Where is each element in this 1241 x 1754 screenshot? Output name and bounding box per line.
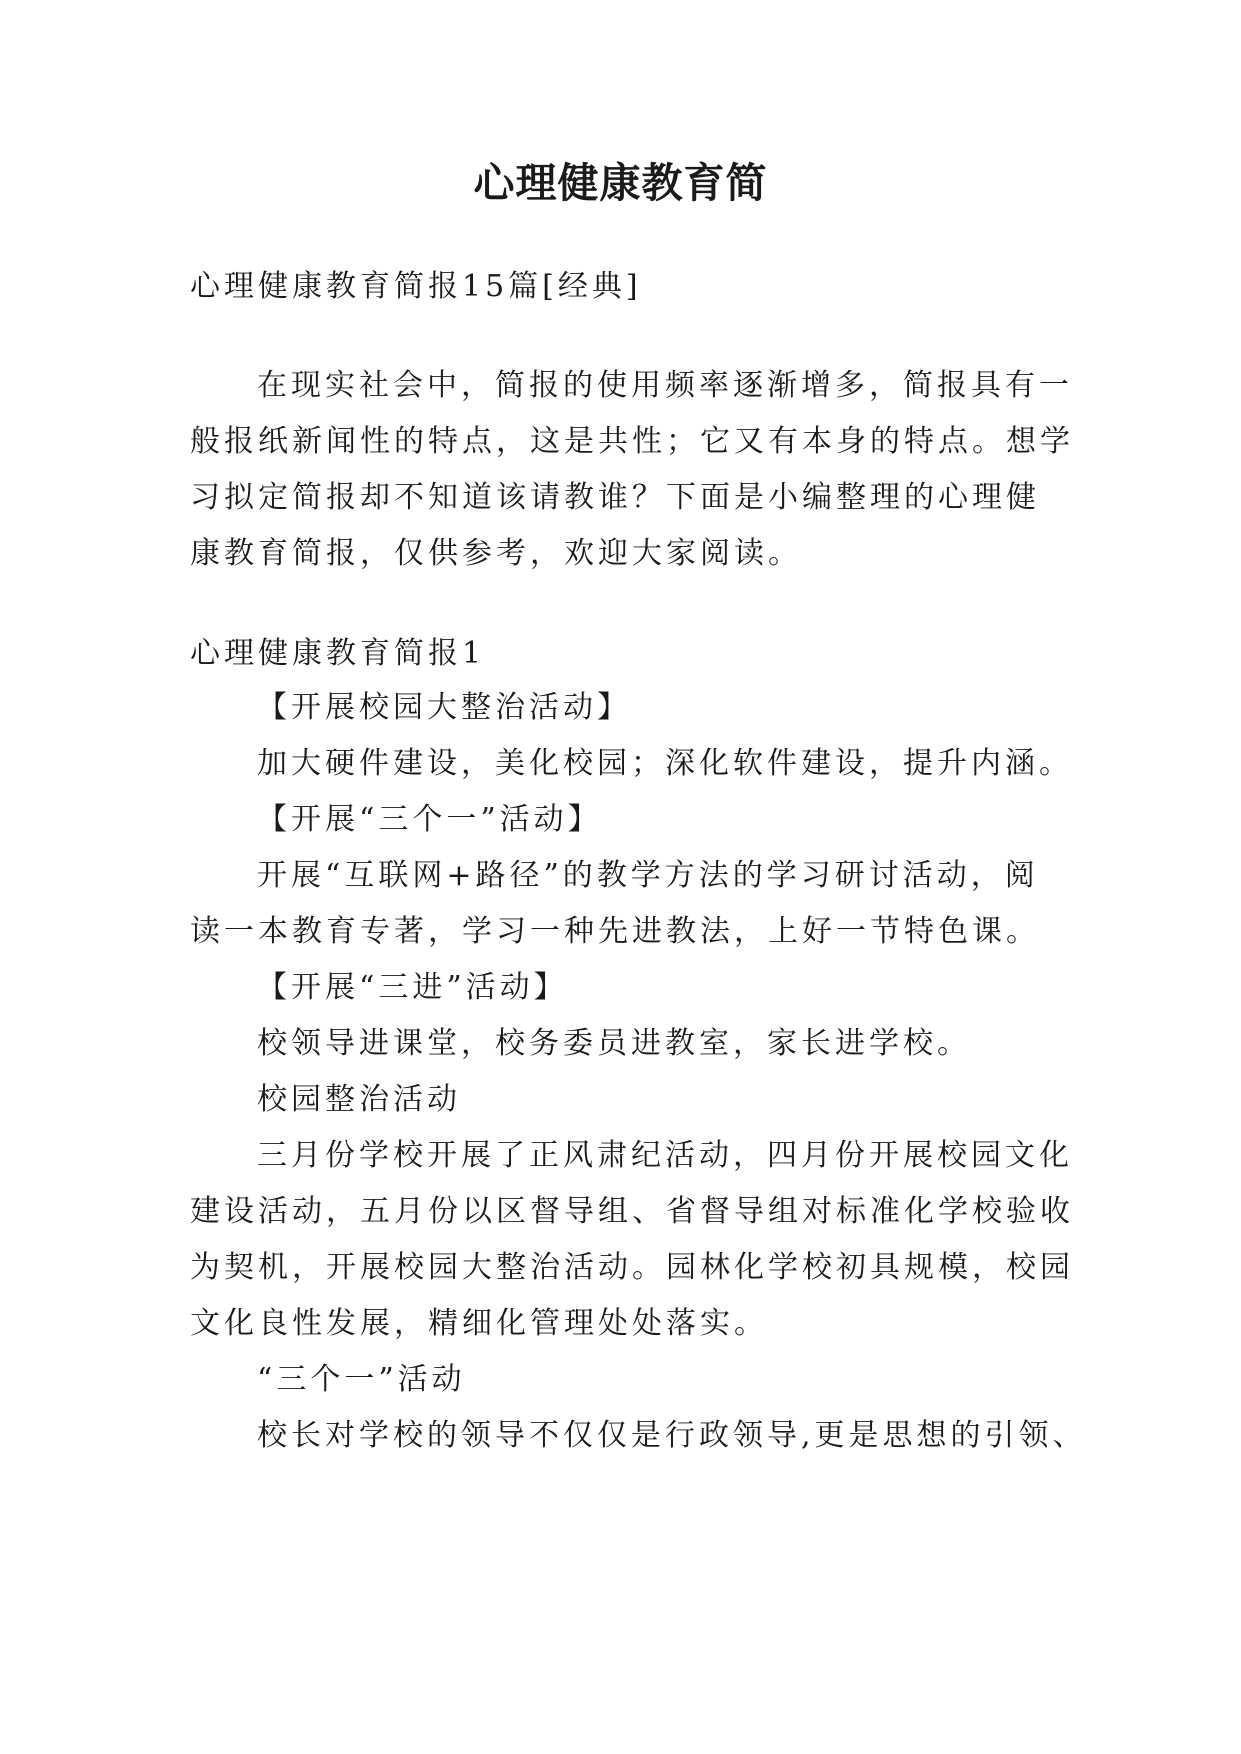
intro-line: 在现实社会中，简报的使用频率逐渐增多，简报具有一 (257, 368, 1073, 403)
body-line: “三个一”活动 (257, 1362, 466, 1397)
section-heading: 心理健康教育简报1 (190, 636, 486, 671)
body-line: 建设活动，五月份以区督导组、省督导组对标准化学校验收 (190, 1194, 1074, 1229)
body-line: 加大硬件建设，美化校园；深化软件建设，提升内涵。 (257, 746, 1073, 781)
body-line: 读一本教育专著，学习一种先进教法，上好一节特色课。 (190, 914, 1040, 949)
body-line: 【开展“三进”活动】 (257, 970, 568, 1005)
body-line: 三月份学校开展了正风肃纪活动，四月份开展校园文化 (257, 1138, 1073, 1173)
document-title: 心理健康教育简 (473, 159, 768, 207)
body-line: 校长对学校的领导不仅仅是行政领导,更是思想的引领、 (257, 1418, 1087, 1453)
document-subtitle: 心理健康教育简报15篇[经典] (190, 269, 642, 304)
intro-line: 康教育简报，仅供参考，欢迎大家阅读。 (190, 536, 802, 571)
body-line: 【开展校园大整治活动】 (257, 690, 631, 725)
intro-line: 般报纸新闻性的特点，这是共性；它又有本身的特点。想学 (190, 424, 1074, 459)
body-line: 校领导进课堂，校务委员进教室，家长进学校。 (257, 1026, 971, 1061)
body-line: 【开展“三个一”活动】 (257, 802, 602, 837)
body-line: 校园整治活动 (257, 1082, 461, 1117)
intro-line: 习拟定简报却不知道该请教谁？下面是小编整理的心理健 (190, 480, 1040, 515)
body-line: 为契机，开展校园大整治活动。园林化学校初具规模，校园 (190, 1250, 1074, 1285)
body-line: 文化良性发展，精细化管理处处落实。 (190, 1306, 768, 1341)
body-line: 开展“互联网+路径”的教学方法的学习研讨活动，阅 (257, 858, 1039, 893)
